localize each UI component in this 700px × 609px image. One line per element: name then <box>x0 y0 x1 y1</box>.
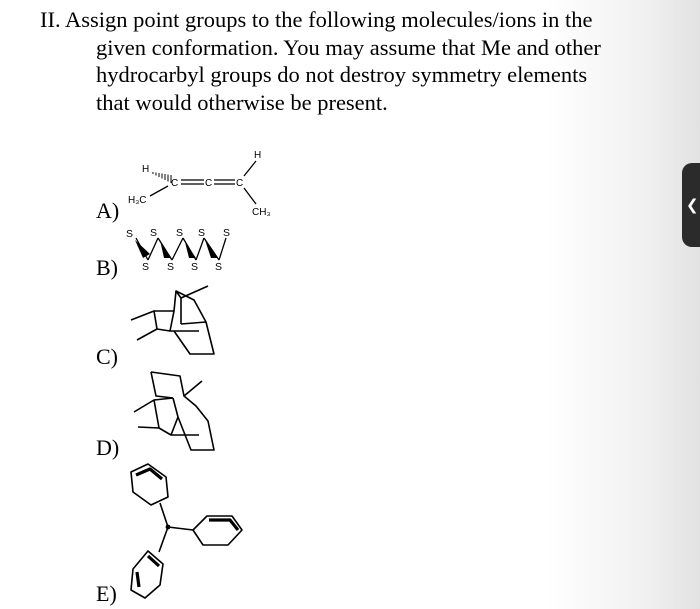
bold-wedge-3 <box>185 242 196 258</box>
atom-s-top-3: S <box>176 227 184 239</box>
atom-s-top-2: S <box>150 227 158 239</box>
atom-s-top-1: S <box>126 228 134 240</box>
atom-s-bottom-3: S <box>191 261 199 273</box>
molecule-b-sulfur <box>126 227 230 273</box>
question-line-4: that would otherwise be present. <box>96 89 388 115</box>
atom-s-top-5: S <box>223 227 231 239</box>
atom-s-bottom-2: S <box>167 261 175 273</box>
option-e-label: E) <box>96 581 117 606</box>
bold-wedge-1 <box>135 240 150 258</box>
atom-s-top-4: S <box>198 227 206 239</box>
option-a-label: A) <box>96 198 120 223</box>
atom-s-bottom-1: S <box>142 261 150 273</box>
atom-h-left: H <box>142 164 150 175</box>
atom-h-right: H <box>254 150 262 161</box>
question-line-2: given conformation. You may assume that Me and other <box>96 34 601 60</box>
h3c-bond <box>150 186 168 196</box>
chevron-left-icon: ❮ <box>686 196 699 214</box>
molecule-d-bicyclic <box>134 372 214 450</box>
question-line-1: II. Assign point groups to the following molecules/ions in the <box>40 7 593 32</box>
atom-s-bottom-4: S <box>215 261 223 273</box>
h-bond-right <box>244 161 256 176</box>
option-c-label: C) <box>96 344 118 369</box>
atom-c2: C <box>205 178 213 189</box>
atom-c3: C <box>236 178 244 189</box>
atom-c1: C <box>171 178 179 189</box>
ch3-bond-right <box>244 188 256 204</box>
sidebar-collapse-tab[interactable] <box>682 163 700 247</box>
central-carbon-dot <box>166 525 171 530</box>
atom-h3c: H₃C <box>128 195 147 206</box>
atom-ch3: CH₃ <box>252 207 271 218</box>
option-b-label: B) <box>96 255 118 280</box>
hashed-wedge-bond <box>153 172 171 183</box>
question-line-3: hydrocarbyl groups do not destroy symmetry elements <box>96 62 588 87</box>
molecule-c-bicyclic <box>131 286 214 354</box>
molecule-e-triphenyl <box>131 464 242 598</box>
option-d-label: D) <box>96 435 120 460</box>
